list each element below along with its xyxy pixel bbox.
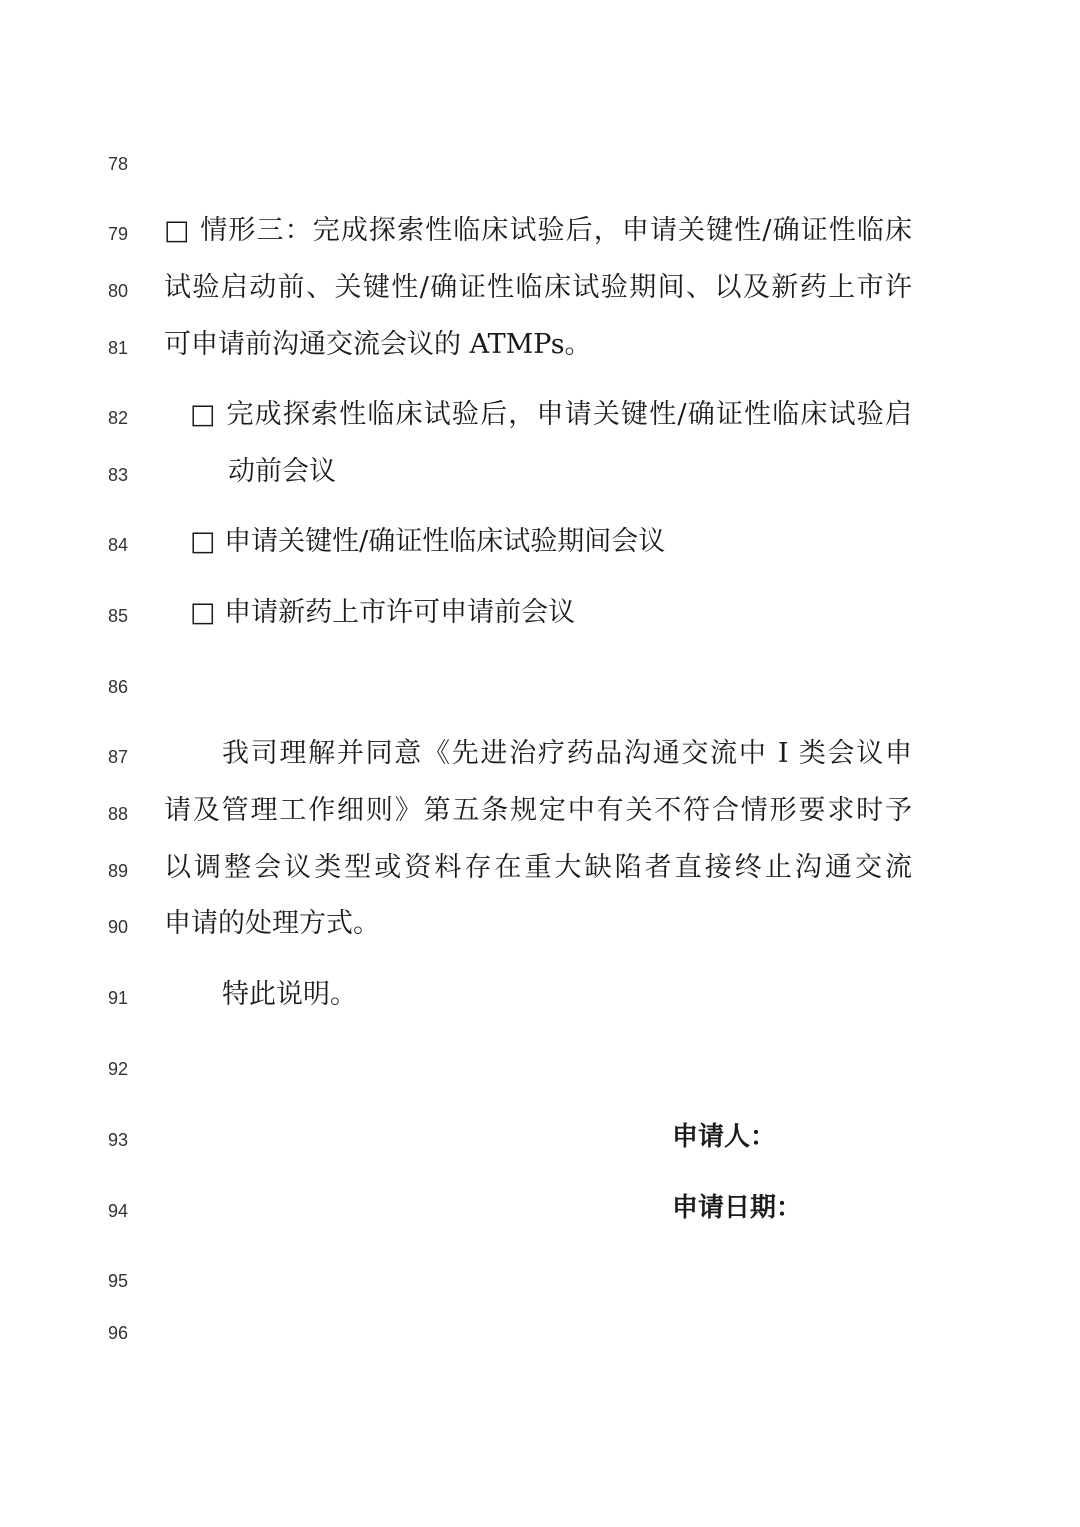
application-date-label: 申请日期：	[672, 1193, 803, 1223]
line-number: 84	[108, 535, 129, 555]
line-number: 90	[108, 917, 129, 937]
section3-line: 试验启动前、关键性/确证性临床试验期间、以及新药上市许	[164, 272, 912, 303]
line-number: 96	[108, 1323, 129, 1343]
option-during-pivotal: □ 申请关键性/确证性临床试验期间会议	[190, 526, 666, 557]
option-pre-pivotal-line: 动前会议	[228, 456, 336, 487]
line-number: 88	[108, 804, 129, 824]
statement-line: 以调整会议类型或资料存在重大缺陷者直接终止沟通交流	[164, 852, 912, 883]
line-number: 82	[108, 408, 129, 428]
line-number: 86	[108, 677, 129, 697]
option-pre-pivotal-line: □ 完成探索性临床试验后，申请关键性/确证性临床试验启	[190, 399, 912, 430]
line-number: 95	[108, 1271, 129, 1291]
statement-line: 请及管理工作细则》第五条规定中有关不符合情形要求时予	[164, 795, 912, 826]
statement-line: 我司理解并同意《先进治疗药品沟通交流中 I 类会议申	[222, 738, 912, 769]
line-number: 81	[108, 338, 129, 358]
line-number: 93	[108, 1130, 129, 1150]
line-number: 83	[108, 465, 129, 485]
line-number: 85	[108, 606, 129, 626]
line-number: 94	[108, 1201, 129, 1221]
section3-line: □ 情形三：完成探索性临床试验后，申请关键性/确证性临床	[164, 215, 912, 246]
line-number: 80	[108, 281, 129, 301]
line-number: 92	[108, 1059, 129, 1079]
statement-line: 申请的处理方式。	[164, 908, 380, 939]
line-number: 89	[108, 861, 129, 881]
line-number: 87	[108, 747, 129, 767]
option-pre-marketing: □ 申请新药上市许可申请前会议	[190, 597, 576, 628]
closing-text: 特此说明。	[222, 979, 357, 1010]
line-number: 91	[108, 988, 129, 1008]
line-number: 79	[108, 224, 129, 244]
section3-line: 可申请前沟通交流会议的 ATMPs。	[164, 329, 592, 360]
line-number: 78	[108, 154, 129, 174]
applicant-label: 申请人：	[672, 1122, 777, 1152]
